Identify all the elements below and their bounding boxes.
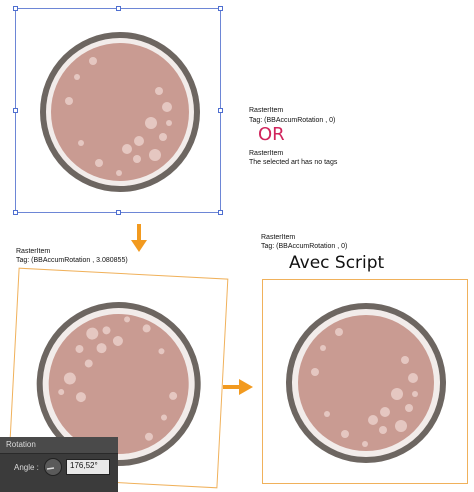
rotation-panel: [0, 437, 118, 492]
angle-dial[interactable]: [44, 458, 62, 476]
selected-image-frame[interactable]: [15, 8, 221, 213]
rotation-panel-title: Rotation: [6, 440, 36, 449]
or-text: OR: [258, 124, 285, 145]
avec-script-text: Avec Script: [289, 253, 385, 273]
raster-label-1: RasterItem: [249, 107, 284, 114]
resize-handle-bl[interactable]: [13, 210, 18, 215]
resize-handle-tm[interactable]: [116, 6, 121, 11]
down-arrow-icon: [131, 224, 147, 252]
tag-label-1: Tag: (BBAccumRotation , 0): [249, 117, 336, 124]
tag-label-middle: Tag: (BBAccumRotation , 3.080855): [16, 257, 128, 264]
resize-handle-ml[interactable]: [13, 108, 18, 113]
resize-handle-tl[interactable]: [13, 6, 18, 11]
raster-label-right: RasterItem: [261, 234, 296, 241]
resize-handle-tr[interactable]: [218, 6, 223, 11]
resize-handle-mr[interactable]: [218, 108, 223, 113]
rotation-panel-header: [0, 437, 118, 454]
right-arrow-icon: [223, 379, 253, 395]
raster-label-2: RasterItem: [249, 150, 284, 157]
result-milk-glass-image: [283, 300, 449, 466]
resize-handle-bm[interactable]: [116, 210, 121, 215]
result-image-frame[interactable]: [262, 279, 468, 484]
angle-input[interactable]: 176,52°: [66, 459, 110, 475]
tag-label-right: Tag: (BBAccumRotation , 0): [261, 243, 348, 250]
raster-label-middle: RasterItem: [16, 248, 51, 255]
resize-handle-br[interactable]: [218, 210, 223, 215]
angle-label: Angle :: [14, 463, 39, 472]
dial-pointer-icon: [45, 459, 63, 477]
milk-glass-image: [39, 31, 201, 193]
no-tags-text: The selected art has no tags: [249, 159, 338, 166]
